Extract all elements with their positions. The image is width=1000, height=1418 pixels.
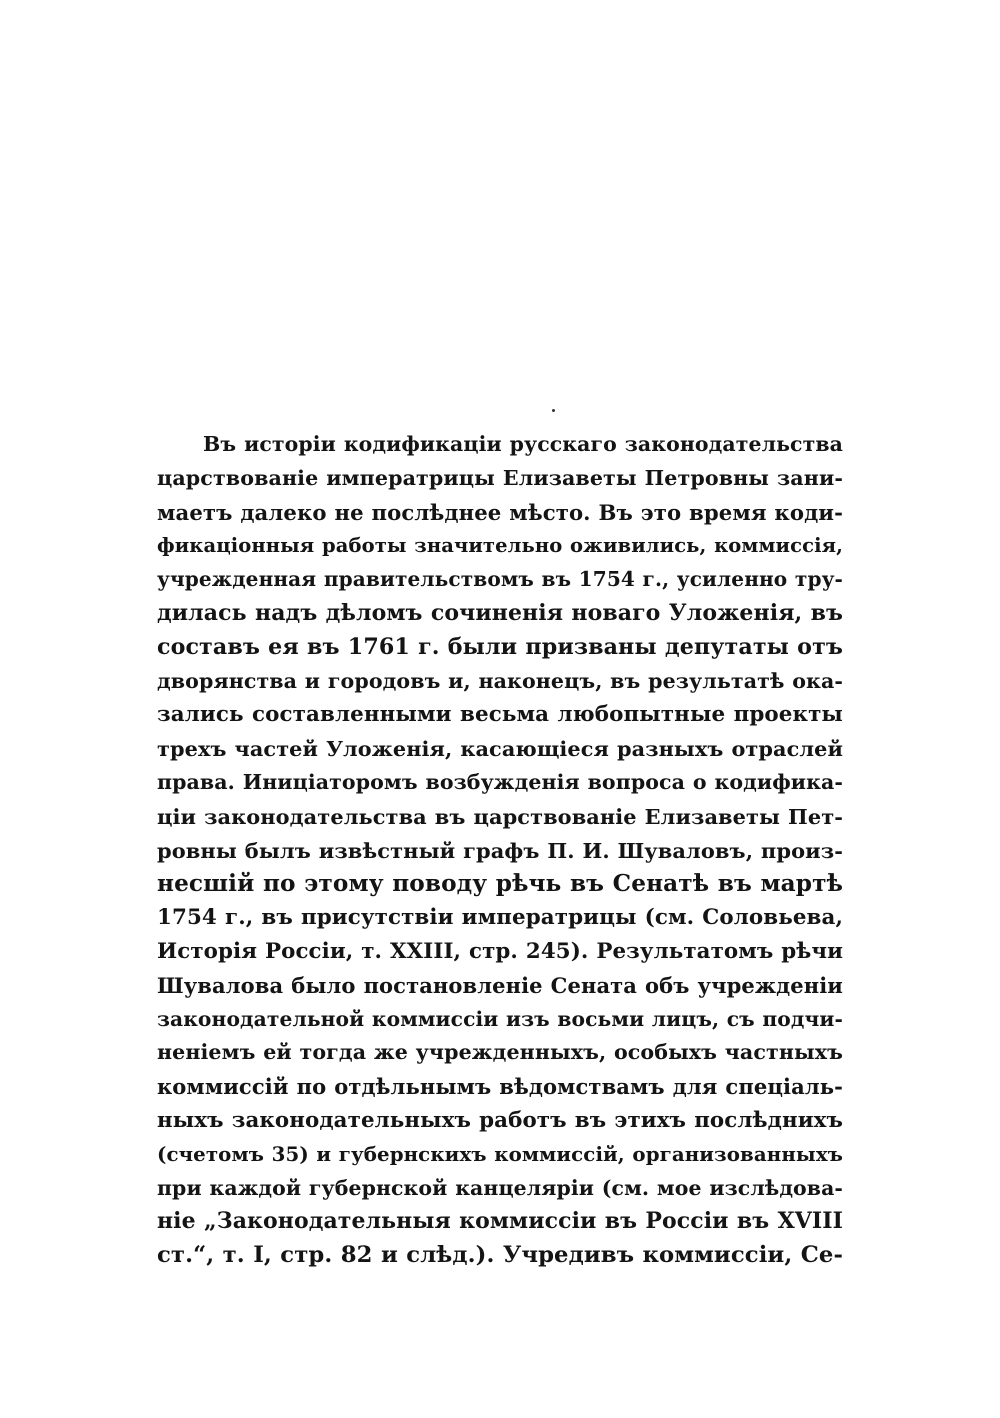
text-line: при каждой губернской канцеляріи (см. мое изслѣдова- bbox=[157, 1175, 843, 1200]
text-line: дилась надъ дѣломъ сочиненія новаго Уложенія, въ bbox=[157, 599, 843, 626]
text-line: неніемъ ей тогда же учрежденныхъ, особыхъ частныхъ bbox=[157, 1040, 843, 1065]
text-line: права. Иниціаторомъ возбужденія вопроса о кодифика- bbox=[157, 769, 843, 794]
text-line: трехъ частей Уложенія, касающіеся разныхъ отраслей bbox=[157, 736, 843, 762]
text-line: Въ исторіи кодификаціи русскаго законодательства bbox=[203, 432, 843, 456]
text-line: законодательной коммиссіи изъ восьми лицъ, съ подчи- bbox=[157, 1006, 843, 1031]
text-line: (счетомъ 35) и губернскихъ коммиссій, организованныхъ bbox=[157, 1141, 843, 1166]
text-line: маетъ далеко не послѣднее мѣсто. Въ это время коди- bbox=[157, 499, 843, 525]
text-line: учрежденная правительствомъ въ 1754 г., усиленно тру- bbox=[157, 567, 843, 592]
text-line: несшій по этому поводу рѣчь въ Сенатѣ въ мартѣ bbox=[157, 870, 843, 898]
text-line: 1754 г., въ присутствіи императрицы (см. Соловьева, bbox=[157, 905, 843, 931]
text-line: ніе „Законодательныя коммиссіи въ Россіи въ XVIII bbox=[157, 1208, 843, 1235]
text-line: царствованіе императрицы Елизаветы Петровны зани- bbox=[157, 465, 843, 490]
text-line: ныхъ законодательныхъ работъ въ этихъ послѣднихъ bbox=[157, 1107, 843, 1133]
text-line: ціи законодательства въ царствованіе Елизаветы Пет- bbox=[157, 803, 843, 829]
text-line: зались составленными весьма любопытные проекты bbox=[157, 702, 843, 728]
text-line: Шувалова было постановленіе Сената объ учрежденіи bbox=[157, 972, 843, 998]
text-line: дворянства и городовъ и, наконецъ, въ результатѣ ока- bbox=[157, 668, 843, 693]
text-line: фикаціонныя работы значительно оживились, коммиссія, bbox=[157, 534, 843, 558]
text-line: ст.“, т. I, стр. 82 и слѣд.). Учредивъ коммиссіи, Се- bbox=[157, 1242, 843, 1269]
text-line: составъ ея въ 1761 г. были призваны депутаты отъ bbox=[157, 633, 843, 660]
text-line: Исторія Россіи, т. XXIII, стр. 245). Результатомъ рѣчи bbox=[157, 938, 843, 964]
text-line: коммиссій по отдѣльнымъ вѣдомствамъ для спеціаль- bbox=[157, 1074, 843, 1100]
body-paragraph bbox=[157, 428, 843, 1273]
print-speck bbox=[552, 409, 555, 412]
text-line: ровны былъ извѣстный графъ П. И. Шуваловъ, произ- bbox=[157, 837, 843, 863]
